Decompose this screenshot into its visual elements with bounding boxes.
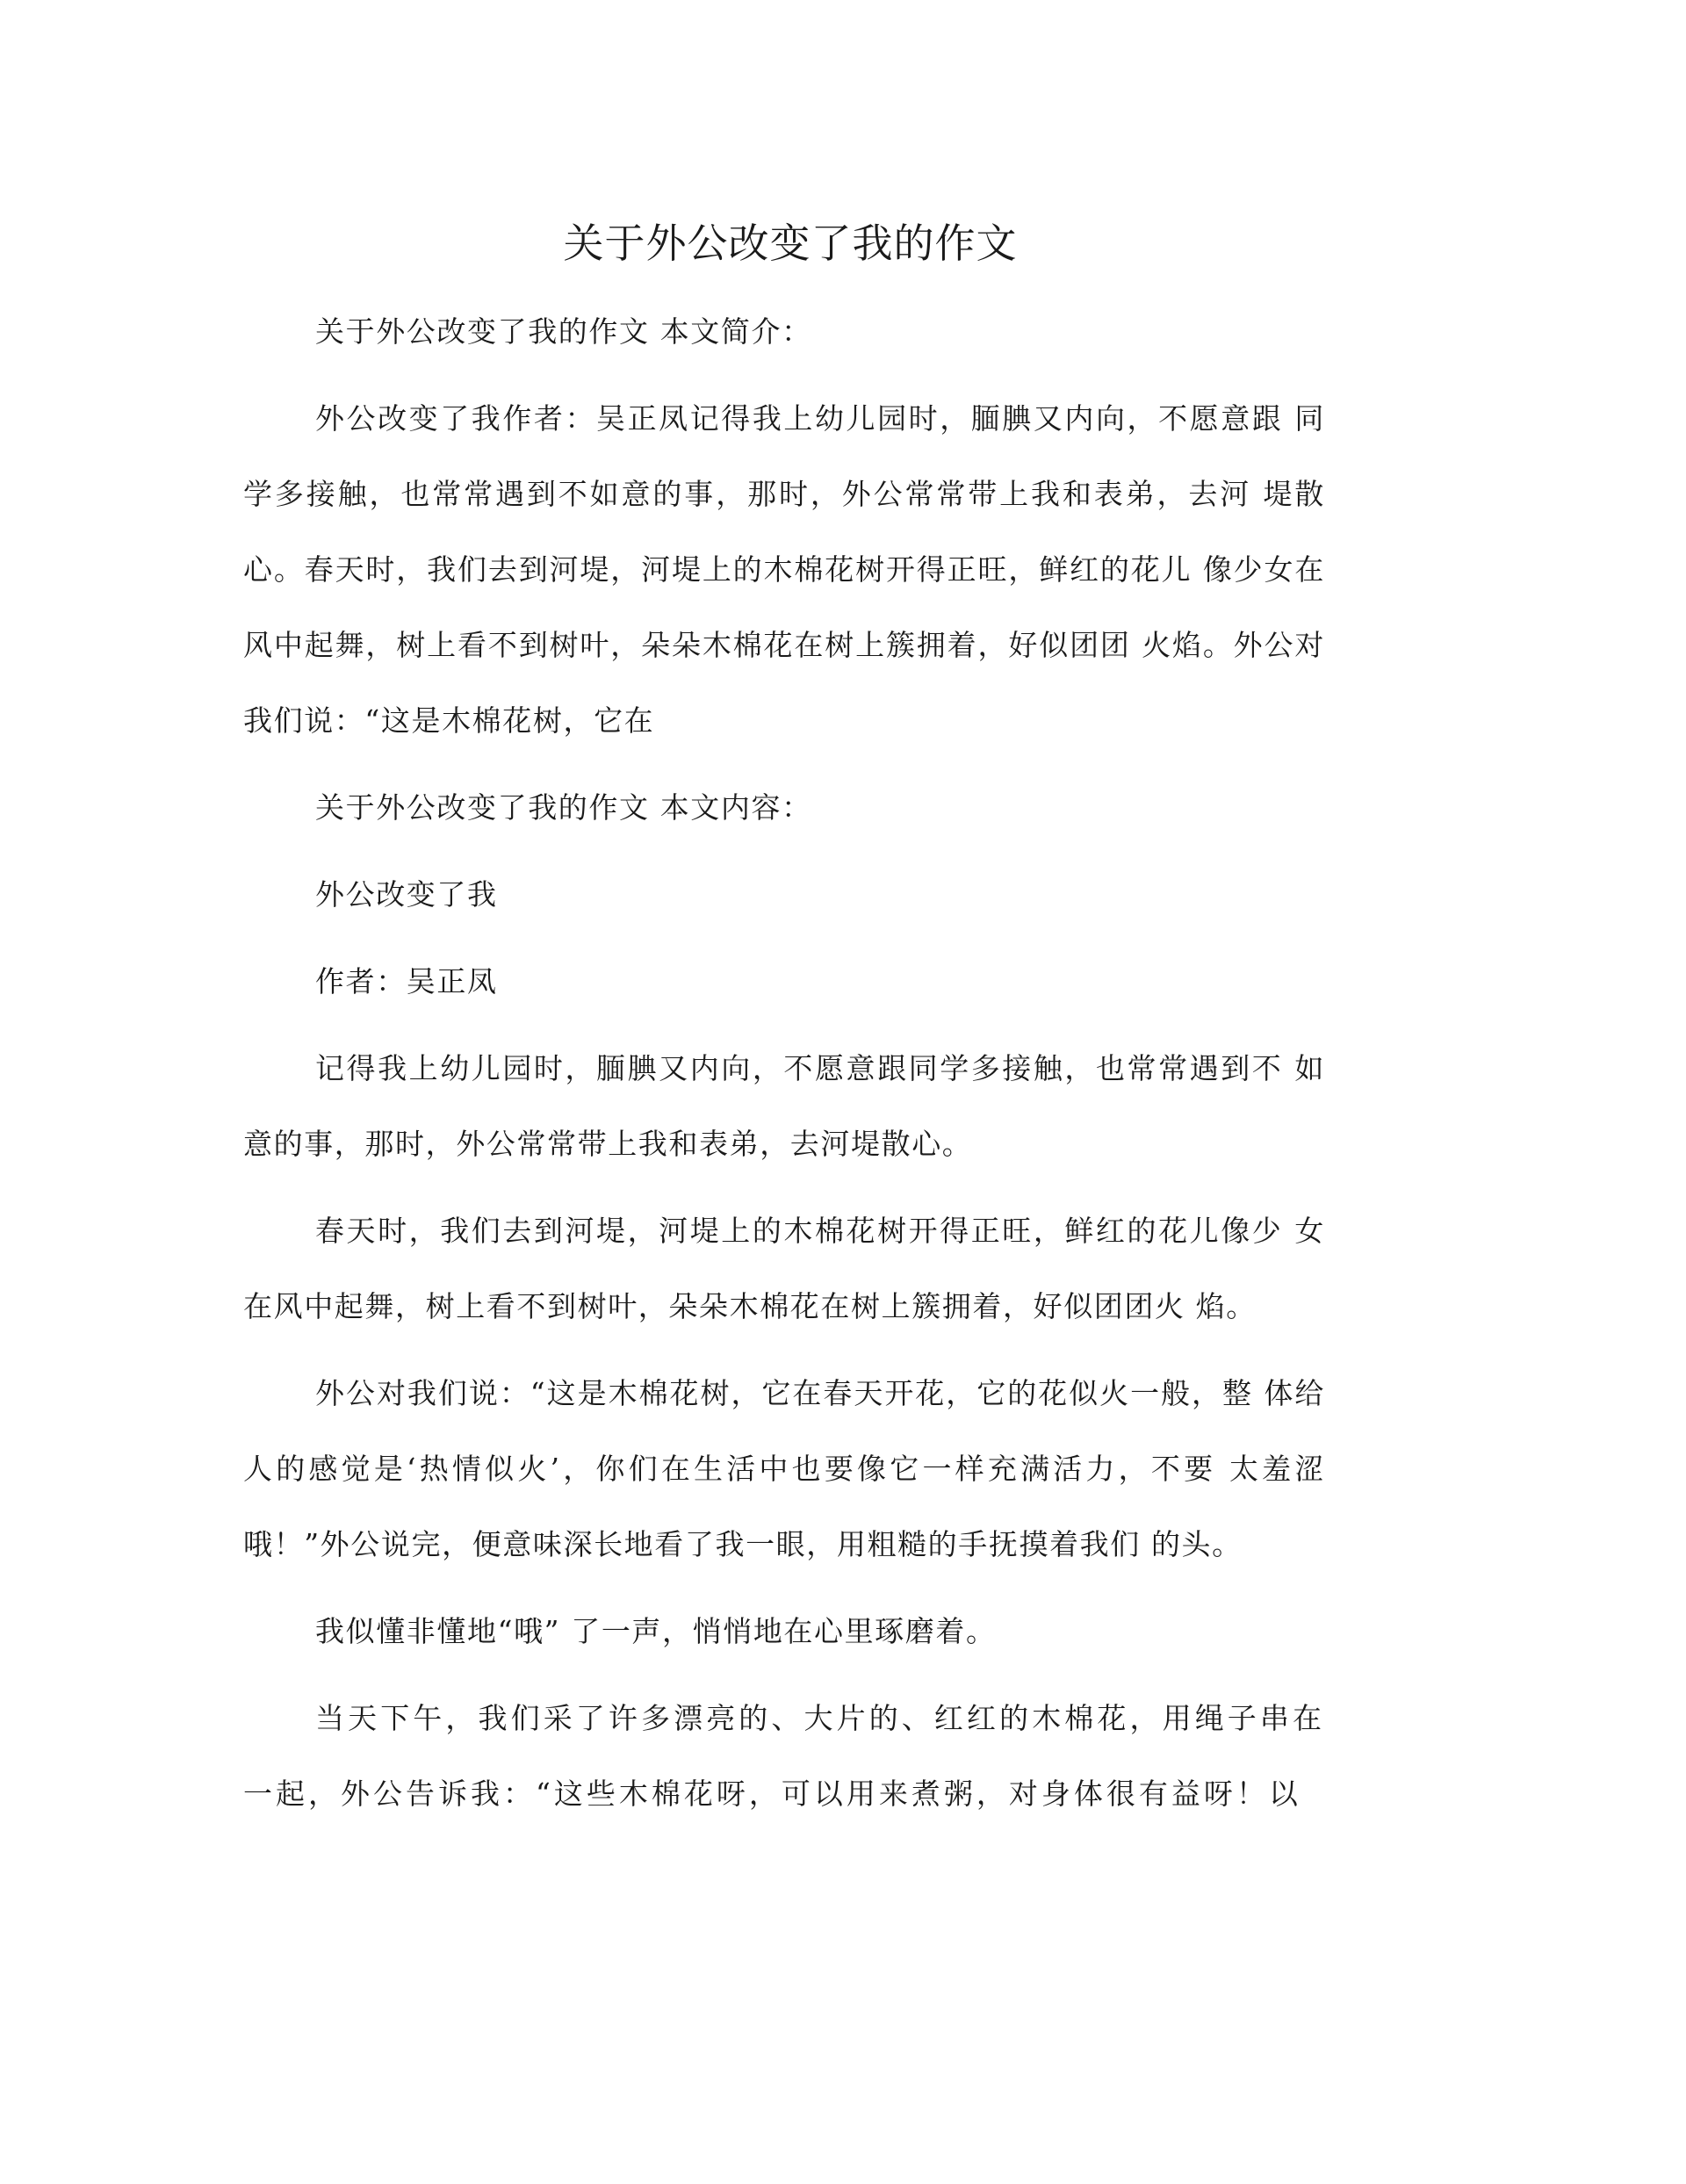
- paragraph: 当天下午，我们采了许多漂亮的、大片的、红红的木棉花，用绳子串在 一起，外公告诉我：“这些木棉花呀，可以用来煮粥，对身体很有益呀！以: [243, 1701, 1325, 1811]
- essay-author: 作者：吴正凤: [315, 964, 498, 998]
- document-title: 关于外公改变了我的作文: [563, 220, 1018, 267]
- document-body: [243, 294, 1325, 1843]
- paragraph: 记得我上幼儿园时，腼腆又内向，不愿意跟同学多接触，也常常遇到不 如意的事，那时，外公常常带上我和表弟，去河堤散心。: [243, 1051, 1325, 1161]
- paragraph: 我似懂非懂地“哦” 了一声，悄悄地在心里琢磨着。: [315, 1614, 997, 1648]
- content-heading: 关于外公改变了我的作文 本文内容：: [315, 790, 812, 825]
- summary-heading: 关于外公改变了我的作文 本文简介：: [315, 314, 812, 349]
- essay-title: 外公改变了我: [315, 877, 498, 912]
- paragraph: 春天时，我们去到河堤，河堤上的木棉花树开得正旺，鲜红的花儿像少 女在风中起舞，树上看不到树叶，朵朵木棉花在树上簇拥着，好似团团火 焰。: [243, 1214, 1325, 1323]
- paragraph: 外公对我们说：“这是木棉花树，它在春天开花，它的花似火一般，整 体给人的感觉是‘热情似火’，你们在生活中也要像它一样充满活力，不要 太羞涩哦！”外公说完，便意味深长地看了我一眼，用粗糙的手抚摸着我们 的头。: [243, 1376, 1325, 1561]
- summary-paragraph: 外公改变了我作者：吴正凤记得我上幼儿园时，腼腆又内向，不愿意跟 同学多接触，也常常遇到不如意的事，那时，外公常常带上我和表弟，去河 堤散心。春天时，我们去到河堤，河堤上的木棉花树开得正旺，鲜红的花儿 像少女在风中起舞，树上看不到树叶，朵朵木棉花在树上簇拥着，好似团团 火焰。外公对我们说：“这是木棉花树，它在: [243, 401, 1325, 738]
